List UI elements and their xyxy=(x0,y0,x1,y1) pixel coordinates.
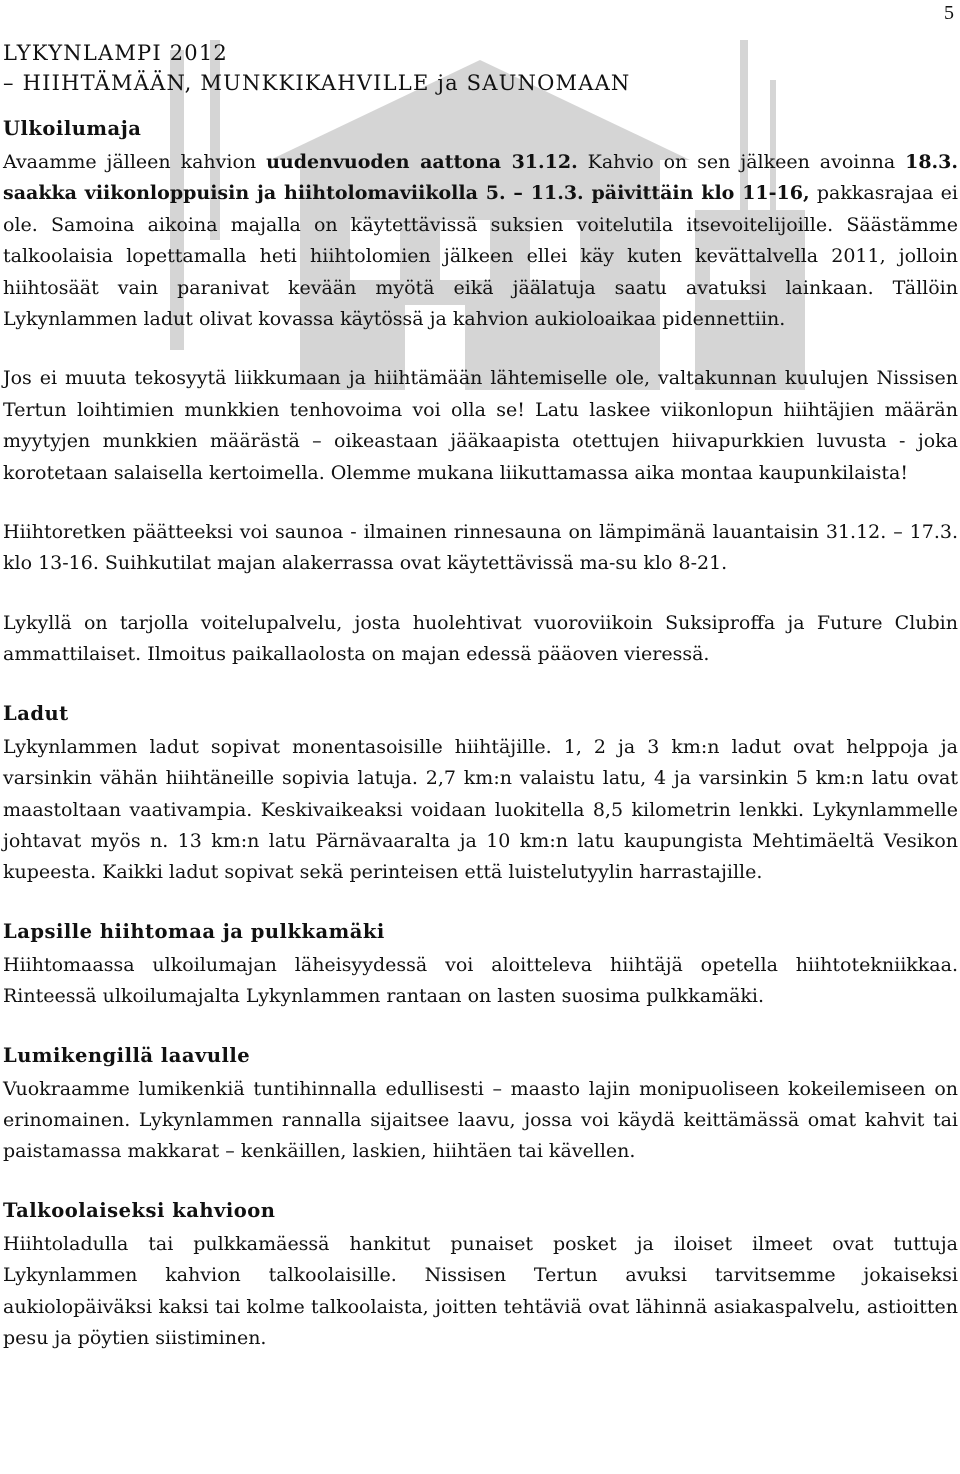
paragraph-lapsille: Hiihtomaassa ulkoilumajan läheisyydessä voi aloitteleva hiihtäjä opetella hiihtotekniikkaa. Rinteessä ulkoilumajalta Lykynlammen rantaan on lasten suosima pulkkamäki. xyxy=(3,953,958,1008)
heading-ladut: Ladut xyxy=(3,701,69,725)
paragraph-ulkoilumaja-2: Jos ei muuta tekosyytä liikkumaan ja hiihtämään lähtemiselle ole, valtakunnan kuulujen Nissisen Tertun loihtimien munkkien tenhovoima voi olla se! Latu laskee viikonlopun hiihtäjien määrän myytyjen munkkien määrästä – oikeastaan jääkaapista otettujen hiivapurkkien luvusta - joka korotetaan salaisella kertoimella. Olemme mukana liikuttamassa aika montaa kaupunkilaista! xyxy=(3,367,958,484)
heading-ulkoilumaja: Ulkoilumaja xyxy=(3,117,142,140)
article-subtitle: – HIIHTÄMÄÄN, MUNKKIKAHVILLE ja SAUNOMAAN xyxy=(3,71,631,95)
heading-lumikengilla: Lumikengillä laavulle xyxy=(3,1043,251,1067)
heading-lapsille: Lapsille hiihtomaa ja pulkkamäki xyxy=(3,919,385,943)
paragraph-ulkoilumaja-3: Hiihtoretken päätteeksi voi saunoa - ilmainen rinnesauna on lämpimänä lauantaisin 31.12. – 17.3. klo 13-16. Suihkutilat majan alakerrassa ovat käytettävissä ma-su klo 8-21. xyxy=(3,521,958,575)
heading-talkoolaiseksi: Talkoolaiseksi kahvioon xyxy=(3,1198,276,1222)
article-content xyxy=(3,38,958,1382)
paragraph-lumikengilla: Vuokraamme lumikenkiä tuntihinnalla edullisesti – maasto lajin monipuoliseen kokeilemiseen on erinomainen. Lykynlammen rannalla sijaitsee laavu, jossa voi käydä keittämässä omat kahvit tai paistamassa makkarat – kenkäillen, laskien, hiihtäen tai kävellen. xyxy=(3,1077,958,1163)
paragraph-talkoolaiseksi: Hiihtoladulla tai pulkkamäessä hankitut punaiset posket ja iloiset ilmeet ovat tuttuja Lykynlammen kahvion talkoolaisille. Nissisen Tertun avuksi tarvitsemme jokaiseksi aukiolopäiväksi kaksi tai kolme talkoolaista, joitten tehtäviä ovat lähinnä asiakaspalvelu, astioitten pesu ja pöytien siistiminen. xyxy=(3,1232,958,1349)
paragraph-ulkoilumaja-4: Lykyllä on tarjolla voitelupalvelu, josta huolehtivat vuoroviikoin Suksiproffa ja Future Clubin ammattilaiset. Ilmoitus paikallaolosta on majan edessä pääoven vieressä. xyxy=(3,611,958,666)
page-number: 5 xyxy=(944,2,954,24)
article-title: LYKYNLAMPI 2012 xyxy=(3,41,228,65)
paragraph-ladut: Lykynlammen ladut sopivat monentasoisille hiihtäjille. 1, 2 ja 3 km:n ladut ovat helppoja ja varsinkin vähän hiihtäneille sopivia latuja. 2,7 km:n valaistu latu, 4 ja varsinkin 5 km:n latu ovat maastoltaan vaativampia. Keskivaikeaksi voidaan luokitella 8,5 kilometrin lenkki. Lykynlammelle johtavat myös n. 13 km:n latu Pärnävaaralta ja 10 km:n latu kaupungista Mehtimäeltä Vesikon kupeesta. Kaikki ladut sopivat sekä perinteisen että luistelutyylin harrastajille. xyxy=(3,735,958,884)
paragraph-ulkoilumaja-1: Avaamme jälleen kahvion uudenvuoden aattona 31.12. Kahvio on sen jälkeen avoinna 18.3. saakka viikonloppuisin ja hiihtolomaviikolla 5. – 11.3. päivittäin klo 11-16, pakkasrajaa ei ole. Samoina aikoina majalla on käytettävissä suksien voitelutila itsevoitelijoille. Säästämme talkoolaisia lopettamalla heti hiihtolomien jälkeen ellei käy kuten kevättalvella 2011, jolloin hiihtosäät vain paranivat kevään myötä eikä jäälatuja saatu avatuksi lainkaan. Tällöin Lykynlammen ladut olivat kovassa käytössä ja kahvion aukioloaikaa pidennettiin. xyxy=(3,151,958,331)
